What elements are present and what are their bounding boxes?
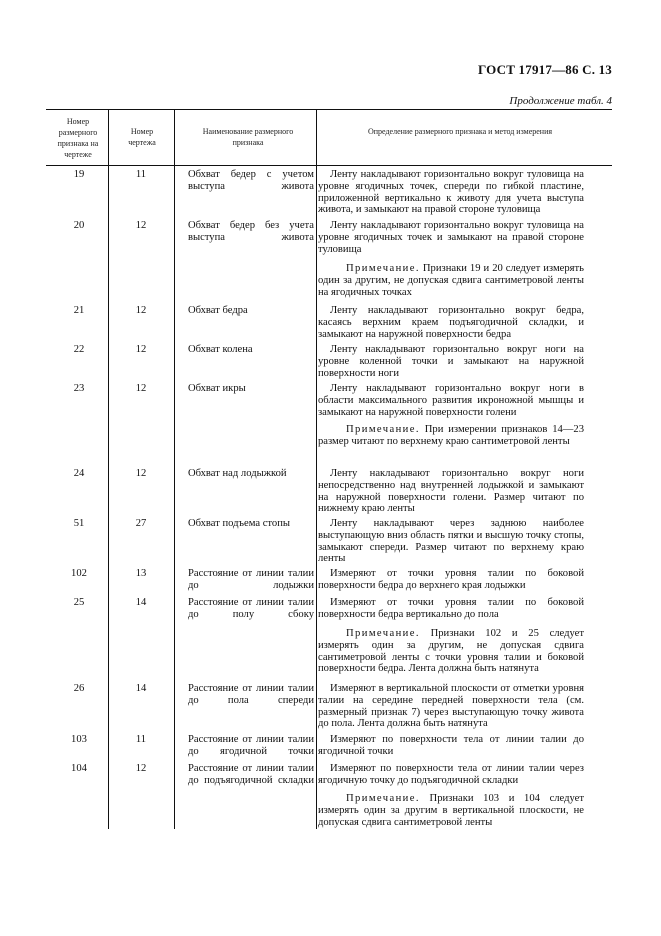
row-22-drawing: 12: [135, 344, 147, 355]
note-102-25: Примечание. Признаки 102 и 25 следует измерять один за другим, не допуская сдвига сантиметровой ленты с точки уровня талии и боковой поверхности бедра. Лента должна быть натянута: [318, 628, 585, 675]
row-20-number: 20: [73, 220, 85, 231]
row-102-definition: Измеряют от точки уровня талии по боковой поверхности бедра до верхнего края лодыжки: [318, 568, 584, 591]
note-19-20: Примечание. Признаки 19 и 20 следует измерять один за другим, не допуская сдвига сантиметровой ленты на ягодичных точках: [318, 263, 584, 298]
row-21-name: Обхват бедра: [188, 305, 248, 316]
row-23-name: Обхват икры: [188, 383, 246, 394]
row-102-number: 102: [71, 568, 87, 579]
column-header-feature-number: Номер размерного признака на чертеже: [57, 117, 99, 159]
row-103-name: Расстояние от линии талии до ягодичной точки: [188, 734, 314, 757]
row-22-name: Обхват колена: [188, 344, 253, 355]
standard-header: ГОСТ 17917—86 С. 13: [478, 62, 612, 77]
row-22-number: 22: [73, 344, 85, 355]
row-24-name: Обхват над лодыжкой: [188, 468, 287, 479]
row-19-drawing: 11: [135, 169, 147, 180]
note-label: Примечание.: [346, 793, 420, 804]
note-14-23: Примечание. При измерении признаков 14—23 размер читают по верхнему краю сантиметровой ленты: [318, 424, 584, 447]
row-104-drawing: 12: [135, 763, 147, 774]
row-20-definition: Ленту накладывают горизонтально вокруг туловища на уровне ягодичных точек и замыкают на правой стороне туловища: [318, 220, 584, 255]
note-label: Примечание.: [346, 263, 420, 274]
table-continuation-label: Продолжение табл. 4: [509, 95, 612, 107]
column-divider-3: [316, 109, 317, 829]
note-label: Примечание.: [346, 628, 420, 639]
row-51-name: Обхват подъема стопы: [188, 518, 290, 529]
row-104-definition: Измеряют по поверхности тела от линии талии через ягодичную точку до подъягодичной складки: [318, 763, 584, 786]
row-23-definition: Ленту накладывают горизонтально вокруг ноги в области максимального развития икроножной мышцы и замыкают на наружной поверхности голени: [318, 383, 584, 418]
row-19-name: Обхват бедер с учетом выступа живота: [188, 169, 314, 192]
row-19-definition: Ленту накладывают горизонтально вокруг туловища на уровне ягодичных точек, спереди по гибкой пластине, приложенной вертикально к животу для учета выступа живота, и замыкают на правой стороне туловища: [318, 169, 584, 216]
row-102-name: Расстояние от линии талии до лодыжки: [188, 568, 314, 591]
row-24-drawing: 12: [135, 468, 147, 479]
note-label: Примечание.: [346, 424, 420, 435]
row-23-drawing: 12: [135, 383, 147, 394]
row-51-drawing: 27: [135, 518, 147, 529]
row-21-number: 21: [73, 305, 85, 316]
row-23-number: 23: [73, 383, 85, 394]
table-header-rule: [46, 165, 612, 166]
table-top-rule: [46, 109, 612, 110]
row-26-number: 26: [73, 683, 85, 694]
column-header-feature-name: Наименование размерного признака: [202, 127, 294, 147]
row-20-drawing: 12: [135, 220, 147, 231]
row-22-definition: Ленту накладывают горизонтально вокруг ноги на уровне коленной точки и замыкают на наружной поверхности ноги: [318, 344, 584, 379]
row-21-drawing: 12: [135, 305, 147, 316]
row-25-drawing: 14: [135, 597, 147, 608]
row-103-definition: Измеряют по поверхности тела от линии талии до ягодичной точки: [318, 734, 584, 757]
row-102-drawing: 13: [135, 568, 147, 579]
row-19-number: 19: [73, 169, 85, 180]
note-103-104: Примечание. Признаки 103 и 104 следует измерять один за другим в вертикальной плоскости, не допуская сдвига сантиметровой ленты: [318, 793, 584, 828]
row-25-definition: Измеряют от точки уровня талии по боковой поверхности бедра вертикально до пола: [318, 597, 584, 620]
column-header-definition: Определение размерного признака и метод измерения: [367, 127, 553, 136]
column-divider-1: [108, 109, 109, 829]
row-103-drawing: 11: [135, 734, 147, 745]
row-26-name: Расстояние от линии талии до пола спереди: [188, 683, 314, 706]
row-25-number: 25: [73, 597, 85, 608]
row-104-number: 104: [71, 763, 87, 774]
column-header-drawing-number: Номер чертежа: [128, 127, 156, 147]
row-104-name: Расстояние от линии талии до подъягодичной складки: [188, 763, 314, 786]
row-103-number: 103: [71, 734, 87, 745]
row-21-definition: Ленту накладывают горизонтально вокруг бедра, касаясь верхним краем подъягодичной складки, и замыкают на наружной поверхности бедра: [318, 305, 584, 340]
row-51-definition: Ленту накладывают через заднюю наиболее выступающую вниз область пятки и высшую точку стопы, замыкают спереди. Размер читают по верхнему краю ленты: [318, 518, 584, 565]
row-51-number: 51: [73, 518, 85, 529]
row-24-number: 24: [73, 468, 85, 479]
row-20-name: Обхват бедер без учета выступа живота: [188, 220, 314, 243]
row-26-drawing: 14: [135, 683, 147, 694]
row-26-definition: Измеряют в вертикальной плоскости от отметки уровня талии на середине передней поверхности тела (см. размерный признак 7) через выступающую точку живота до пола. Лента должна быть натянута: [318, 683, 584, 730]
column-divider-2: [174, 109, 175, 829]
row-25-name: Расстояние от линии талии до полу сбоку: [188, 597, 314, 620]
row-24-definition: Ленту накладывают горизонтально вокруг ноги непосредственно над внутренней лодыжкой и замыкают на наружной поверхности голени. Размер читают по нижнему краю ленты: [318, 468, 584, 515]
